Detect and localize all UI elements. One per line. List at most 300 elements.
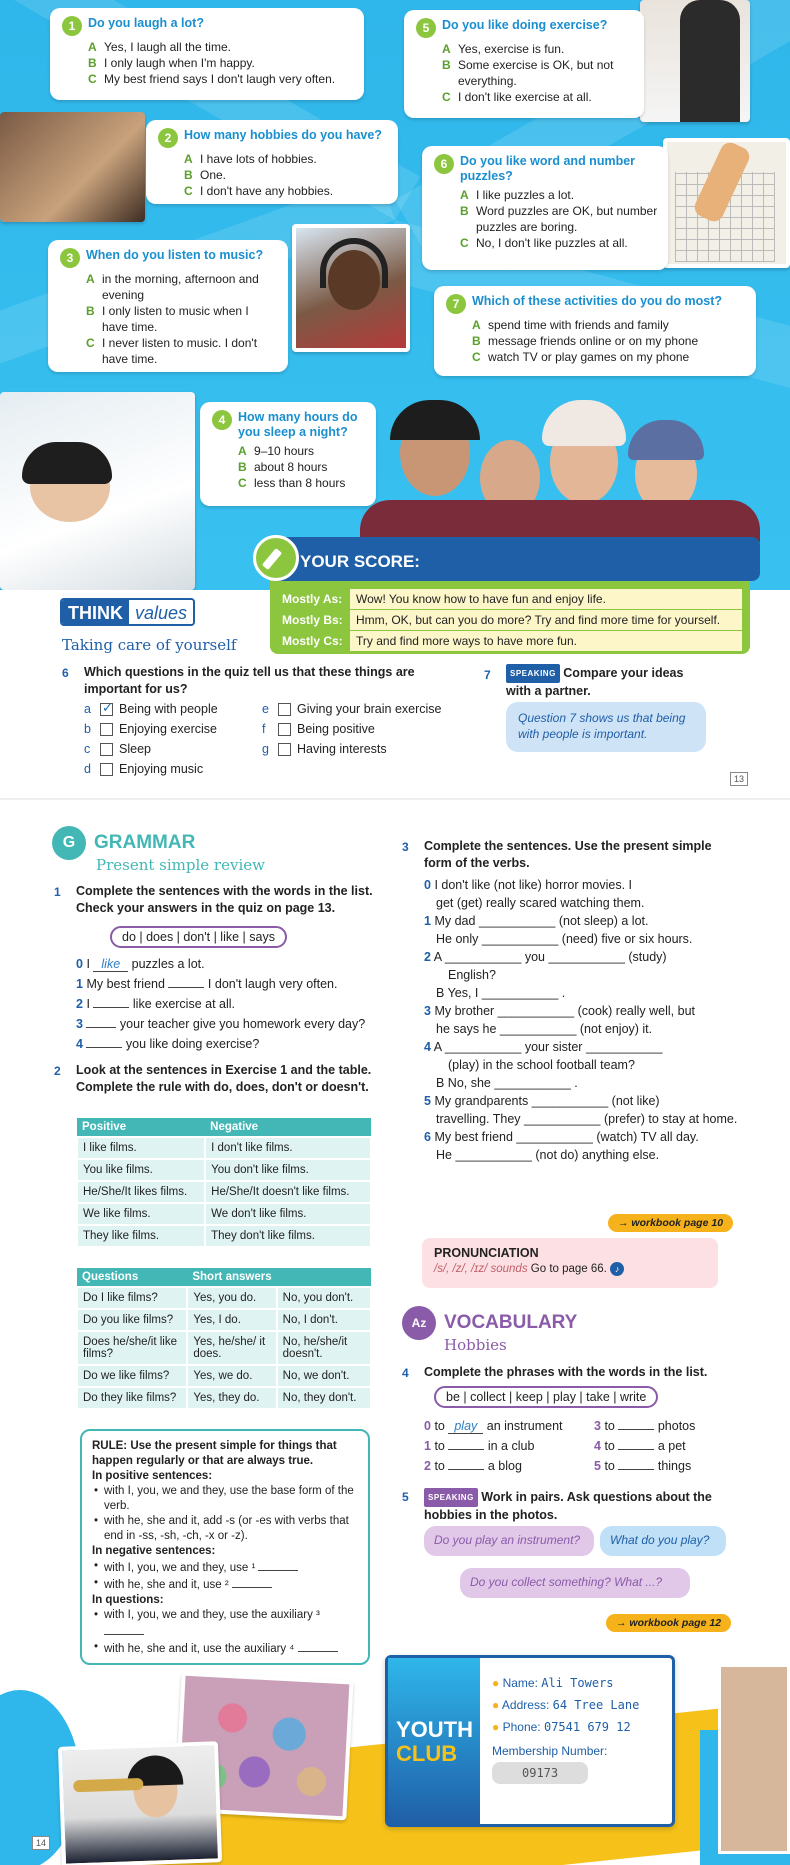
question-number: 3 (60, 248, 80, 268)
exercise-number: 3 (402, 840, 409, 854)
answer-option[interactable] (446, 349, 746, 365)
answer-option[interactable] (434, 203, 658, 235)
person-silhouette (680, 0, 740, 122)
page-number: 13 (730, 772, 748, 786)
sentence-number: 2 (424, 950, 431, 964)
table-cell: Yes, we do. (187, 1365, 276, 1387)
option-text: My best friend says I don't laugh very often. (104, 72, 336, 86)
checkbox-item[interactable] (84, 762, 203, 776)
answer-blank[interactable]: play (448, 1419, 483, 1434)
think-values-logo (60, 598, 195, 626)
sentence-number: 4 (76, 1037, 83, 1051)
option-text: No, I don't like puzzles at all. (476, 236, 628, 250)
card-member-number: 09173 (492, 1762, 588, 1784)
speech-bubble: Question 7 shows us that being with people is important. (506, 702, 706, 752)
checkbox-item[interactable] (84, 702, 218, 716)
answer-blank[interactable] (618, 1418, 654, 1430)
think-subtitle: Taking care of yourself (62, 636, 237, 654)
workbook-link[interactable]: → workbook page 12 (606, 1614, 731, 1632)
sentence-1 (76, 976, 376, 993)
option-text: I never listen to music. I don't have time. (102, 336, 258, 366)
person-icon: ● (492, 1676, 500, 1690)
checkbox-item[interactable] (262, 702, 442, 716)
option-text: I have lots of hobbies. (200, 152, 317, 166)
checkbox[interactable] (100, 703, 113, 716)
score-row (278, 589, 742, 609)
question-number: 2 (158, 128, 178, 148)
sentence-text: A ___________ you ___________ (study) (433, 950, 667, 964)
table-cell: Does he/she/it like films? (77, 1331, 187, 1365)
answer-blank[interactable] (618, 1438, 654, 1450)
question-text: Do you like word and number puzzles? (460, 154, 636, 183)
answer-option[interactable] (60, 271, 278, 303)
option-text: I only laugh when I'm happy. (104, 56, 255, 70)
table-cell: I don't like films. (205, 1137, 371, 1159)
table-row (77, 1309, 371, 1331)
card-phone-row (492, 1716, 639, 1738)
phrase-text: a pet (657, 1439, 686, 1453)
sentence-number: 2 (76, 997, 83, 1011)
score-label: Mostly Bs: (282, 613, 343, 627)
card-details (492, 1672, 639, 1784)
exercise-number: 6 (62, 666, 69, 680)
answer-blank[interactable] (448, 1458, 484, 1470)
music-photo (292, 224, 410, 352)
checkbox[interactable] (100, 763, 113, 776)
quiz-question-6 (422, 146, 668, 270)
question-number: 5 (416, 18, 436, 38)
ex3-line (424, 1074, 744, 1092)
table-row (77, 1365, 371, 1387)
option-letter: A (88, 40, 97, 54)
option-letter: A (238, 444, 247, 458)
pencil-icon (253, 535, 299, 581)
answer-blank[interactable] (86, 1036, 122, 1048)
table-cell: They don't like films. (205, 1225, 371, 1247)
rule-heading: In positive sentences: (92, 1470, 213, 1482)
speech-bubble: What do you play? (600, 1526, 726, 1556)
phrase-1 (424, 1438, 574, 1455)
item-text: Enjoying exercise (119, 722, 217, 736)
phone-icon: ● (492, 1720, 500, 1734)
trumpet-photo (58, 1741, 222, 1865)
table-cell: I like films. (77, 1137, 205, 1159)
knit-hat (628, 420, 704, 460)
rule-heading: In questions: (92, 1594, 164, 1606)
option-letter: C (460, 236, 469, 250)
checkbox-item[interactable] (262, 722, 375, 736)
answer-option[interactable] (62, 39, 354, 55)
vocabulary-subtitle: Hobbies (444, 1336, 507, 1354)
ex3-line (424, 1056, 744, 1074)
answer-blank[interactable] (618, 1458, 654, 1470)
item-letter: b (84, 722, 91, 736)
option-letter: A (442, 42, 451, 56)
card-name-row (492, 1672, 639, 1694)
question-number: 4 (212, 410, 232, 430)
sentence-text: (play) in the school football team? (448, 1058, 635, 1072)
sentence-post: your teacher give you homework every day? (119, 1017, 366, 1031)
option-text: One. (200, 168, 227, 182)
exercise-6-instruction: Which questions in the quiz tell us that these things are important for us? (84, 665, 415, 696)
sentence-text: My best friend ___________ (watch) TV all day. (434, 1130, 699, 1144)
answer-blank[interactable] (258, 1559, 298, 1571)
grammar-rule-box (80, 1429, 370, 1665)
sentence-4 (76, 1036, 376, 1053)
pronunciation-box (422, 1238, 718, 1288)
option-letter: C (442, 90, 451, 104)
pencil-glyph (262, 548, 282, 570)
grammar-title: GRAMMAR (94, 832, 196, 853)
sentence-text: B Yes, I ___________ . (436, 986, 566, 1000)
phrase-text: photos (657, 1419, 696, 1433)
checkbox[interactable] (100, 743, 113, 756)
trumpet-icon (73, 1778, 143, 1792)
sentence-text: travelling. They ___________ (prefer) to stay at home. (436, 1112, 738, 1126)
answer-option[interactable] (434, 187, 658, 203)
exercise-3-instruction: Complete the sentences. Use the present simple form of the verbs. (424, 839, 712, 870)
ex3-line (424, 876, 744, 894)
sentence-number: 4 (424, 1040, 431, 1054)
answer-blank[interactable] (86, 1016, 116, 1028)
ex3-line (424, 966, 744, 984)
score-label: Mostly Cs: (282, 634, 343, 648)
phrase-to: to (604, 1439, 615, 1453)
checkbox-item[interactable] (84, 742, 151, 756)
sentence-post: I don't laugh very often. (207, 977, 338, 991)
phrase-text: a blog (487, 1459, 522, 1473)
grammar-icon: G (52, 826, 86, 860)
question-number: 6 (434, 154, 454, 174)
exercise-number: 5 (402, 1490, 409, 1504)
positive-negative-table (76, 1118, 372, 1248)
logo-think: THINK (62, 600, 129, 624)
rule-item (92, 1608, 358, 1640)
table-cell: You like films. (77, 1159, 205, 1181)
sentence-number: 3 (76, 1017, 83, 1031)
phrase-number: 1 (424, 1439, 431, 1453)
sentence-text: get (get) really scared watching them. (436, 896, 645, 910)
phrase-2 (424, 1458, 574, 1475)
quiz-question-1 (50, 8, 364, 100)
ex3-line (424, 948, 744, 966)
rule-heading: In negative sentences: (92, 1545, 216, 1557)
ex3-line (424, 930, 744, 948)
option-text: I don't like exercise at all. (458, 90, 592, 104)
table-cell: We like films. (77, 1203, 205, 1225)
item-text: Being positive (297, 722, 375, 736)
item-letter: d (84, 762, 91, 776)
item-letter: f (262, 722, 266, 736)
youth-club-card (385, 1655, 675, 1827)
question-text: Do you laugh a lot? (88, 16, 204, 30)
sentence-3 (76, 1016, 386, 1033)
answer-option[interactable] (60, 335, 278, 367)
table-cell: You don't like films. (205, 1159, 371, 1181)
table-cell: He/She/It likes films. (77, 1181, 205, 1203)
rule-item-text: with he, she and it, use ² (104, 1579, 229, 1591)
sentence-text: He only ___________ (need) five or six hours. (436, 932, 693, 946)
item-letter: c (84, 742, 91, 756)
sentence-number: 5 (424, 1094, 431, 1108)
answer-option[interactable] (416, 89, 634, 105)
ex3-line (424, 1110, 744, 1128)
option-letter: B (472, 334, 481, 348)
checkbox[interactable] (278, 743, 291, 756)
phrase-to: to (604, 1459, 615, 1473)
sentence-number: 6 (424, 1130, 431, 1144)
item-text: Being with people (119, 702, 218, 716)
option-letter: A (184, 152, 193, 166)
rule-item (92, 1559, 358, 1576)
table-cell: Yes, he/she/ it does. (187, 1331, 276, 1365)
sentence-text: he says he ___________ (not enjoy) it. (436, 1022, 653, 1036)
table-header: Positive (77, 1118, 205, 1137)
option-text: I don't have any hobbies. (200, 184, 334, 198)
phrase-text: an instrument (486, 1419, 563, 1433)
table-cell: No, he/she/it doesn't. (277, 1331, 371, 1365)
phrase-to: to (434, 1459, 445, 1473)
table-cell: Yes, I do. (187, 1309, 276, 1331)
phrase-number: 0 (424, 1419, 431, 1433)
vocabulary-icon: Az (402, 1306, 436, 1340)
score-text: Try and find more ways to have more fun. (350, 631, 742, 651)
option-text: in the morning, afternoon and evening (102, 272, 259, 302)
question-text: Do you like doing exercise? (442, 18, 608, 32)
option-letter: C (86, 336, 95, 350)
phrase-text: things (657, 1459, 692, 1473)
sentence-pre: I (86, 957, 90, 971)
card-phone-label: Phone: (502, 1720, 541, 1734)
phrase-to: to (434, 1419, 445, 1433)
ex3-line (424, 894, 744, 912)
sudoku-photo (663, 138, 790, 268)
table-cell: Do I like films? (77, 1287, 187, 1309)
answer-option[interactable] (158, 183, 388, 199)
rule-item: • with he, she and it, add -s (or -es with verbs that end in -ss, -sh, -ch, -x or -z). (92, 1514, 358, 1544)
option-letter: C (472, 350, 481, 364)
table-row (77, 1137, 371, 1159)
phrase-number: 2 (424, 1459, 431, 1473)
card-address-row (492, 1694, 639, 1716)
sentence-text: He ___________ (not do) anything else. (436, 1148, 660, 1162)
option-text: watch TV or play games on my phone (488, 350, 690, 364)
answer-option[interactable] (62, 71, 354, 87)
table-cell: Do we like films? (77, 1365, 187, 1387)
speaking-badge: SPEAKING (506, 664, 560, 683)
sentence-post: puzzles a lot. (131, 957, 205, 971)
sentence-number: 1 (424, 914, 431, 928)
score-row (278, 631, 742, 651)
question-text: When do you listen to music? (86, 248, 264, 262)
ex3-line (424, 1092, 744, 1110)
exercise-7-instruction (506, 664, 706, 700)
page-divider (0, 798, 790, 800)
answer-option[interactable] (416, 41, 634, 57)
answer-blank[interactable] (298, 1640, 338, 1652)
checkbox[interactable] (100, 723, 113, 736)
table-cell: They like films. (77, 1225, 205, 1247)
answer-option[interactable] (446, 333, 746, 349)
option-text: less than 8 hours (254, 476, 346, 490)
card-club: CLUB (396, 1741, 458, 1766)
answer-blank[interactable]: like (93, 957, 128, 972)
quiz-question-5 (404, 10, 644, 118)
speech-bubble: Do you play an instrument? (424, 1526, 594, 1556)
sentence-pre: I (86, 997, 90, 1011)
answer-option[interactable] (60, 303, 278, 335)
table-cell: No, I don't. (277, 1309, 371, 1331)
quiz-question-3 (48, 240, 288, 372)
answer-option[interactable] (212, 459, 366, 475)
ex3-line (424, 1146, 744, 1164)
phrase-to: to (434, 1439, 445, 1453)
phrase-to: to (604, 1419, 615, 1433)
option-letter: B (442, 58, 451, 72)
question-number: 1 (62, 16, 82, 36)
option-letter: B (460, 204, 469, 218)
phrase-number: 5 (594, 1459, 601, 1473)
score-text: Hmm, OK, but can you do more? Try and find more time for yourself. (350, 610, 742, 630)
score-text: Wow! You know how to have fun and enjoy life. (350, 589, 742, 609)
option-text: about 8 hours (254, 460, 328, 474)
sentence-text: My brother ___________ (cook) really well, but (434, 1004, 695, 1018)
sentence-post: you like doing exercise? (125, 1037, 260, 1051)
audio-icon[interactable]: ♪ (610, 1262, 624, 1276)
friends-photo (360, 400, 760, 545)
answer-blank[interactable] (104, 1623, 144, 1635)
option-letter: A (472, 318, 481, 332)
table-cell: Do they like films? (77, 1387, 187, 1409)
location-icon: ● (492, 1698, 500, 1712)
item-text: Giving your brain exercise (297, 702, 442, 716)
question-text: How many hours do you sleep a night? (238, 410, 358, 439)
card-name-label: Name: (502, 1676, 538, 1690)
grammar-subtitle: Present simple review (96, 856, 265, 874)
table-cell: Yes, you do. (187, 1287, 276, 1309)
item-text: Having interests (297, 742, 387, 756)
card-address: 64 Tree Lane (552, 1698, 640, 1712)
answer-option[interactable] (212, 475, 366, 491)
answer-blank[interactable] (93, 996, 129, 1008)
table-cell: He/She/It doesn't like films. (205, 1181, 371, 1203)
checkbox-item[interactable] (262, 742, 387, 756)
option-text: Yes, exercise is fun. (458, 42, 565, 56)
option-text: spend time with friends and family (488, 318, 669, 332)
sentence-number: 3 (424, 1004, 431, 1018)
score-label: Mostly As: (282, 592, 343, 606)
exercise-number: 1 (54, 885, 61, 899)
card-address-label: Address: (501, 1698, 550, 1712)
exercise-5-instruction (424, 1488, 744, 1524)
exercise-2-instruction: Look at the sentences in Exercise 1 and the table. Complete the rule with do, does, don't or doesn't. (76, 1063, 372, 1094)
rule-item (92, 1576, 358, 1593)
card-logo (396, 1718, 473, 1766)
workbook-link-text: workbook page 12 (629, 1617, 722, 1629)
ex3-line (424, 1002, 744, 1020)
knit-hat (542, 400, 626, 446)
pronunciation-goto[interactable]: Go to page 66. (530, 1263, 607, 1276)
option-text: 9–10 hours (254, 444, 315, 458)
logo-values: values (129, 600, 193, 624)
headphones-icon (320, 238, 388, 288)
workbook-link-text: workbook page 10 (631, 1217, 724, 1229)
item-text: Sleep (119, 742, 151, 756)
rule-intro: RULE: Use the present simple for things that happen regularly or that are always true. (92, 1440, 337, 1467)
phrase-0 (424, 1418, 574, 1435)
sentence-text: My dad ___________ (not sleep) a lot. (434, 914, 649, 928)
item-letter: g (262, 742, 269, 756)
ex3-line (424, 984, 744, 1002)
answer-blank[interactable] (448, 1438, 484, 1450)
item-letter: e (262, 702, 269, 716)
option-letter: B (88, 56, 97, 70)
page-number: 14 (32, 1836, 50, 1850)
workbook-link[interactable]: → workbook page 10 (608, 1214, 733, 1232)
rule-item-text: with he, she and it, use the auxiliary ⁴ (104, 1643, 295, 1655)
sentence-2 (76, 996, 376, 1013)
option-text: I like puzzles a lot. (476, 188, 575, 202)
answer-option[interactable] (62, 55, 354, 71)
option-text: Word puzzles are OK, but number puzzles are boring. (476, 204, 658, 234)
card-youth: YOUTH (396, 1717, 473, 1742)
ex3-line (424, 1038, 744, 1056)
table-header: Negative (205, 1118, 371, 1137)
option-text: Some exercise is OK, but not everything. (458, 58, 614, 88)
rule-item: • with I, you, we and they, use the base form of the verb. (92, 1484, 358, 1514)
question-number: 7 (446, 294, 466, 314)
table-row (77, 1203, 371, 1225)
phrase-text: in a club (487, 1439, 535, 1453)
quiz-question-2 (146, 120, 398, 204)
card-name: Ali Towers (541, 1676, 614, 1690)
option-text: message friends online or on my phone (488, 334, 699, 348)
sentence-text: My grandparents ___________ (not like) (434, 1094, 660, 1108)
question-text: How many hobbies do you have? (184, 128, 382, 142)
sentence-post: like exercise at all. (132, 997, 236, 1011)
answer-option[interactable] (416, 57, 634, 89)
sentence-text: English? (448, 968, 496, 982)
option-letter: B (184, 168, 193, 182)
exercise-5-text: Work in pairs. Ask questions about the hobbies in the photos. (424, 1489, 712, 1522)
answer-blank[interactable] (232, 1576, 272, 1588)
sentence-number: 1 (76, 977, 83, 991)
checkbox[interactable] (278, 703, 291, 716)
table-header: Short answers (187, 1268, 371, 1287)
option-letter: C (184, 184, 193, 198)
table-header: Questions (77, 1268, 187, 1287)
table-cell: No, they don't. (277, 1387, 371, 1409)
sentence-0 (76, 956, 376, 973)
phrase-number: 4 (594, 1439, 601, 1453)
word-list: do | does | don't | like | says (110, 926, 287, 948)
vocab-word-list: be | collect | keep | play | take | write (434, 1386, 658, 1408)
checkbox-item[interactable] (84, 722, 217, 736)
table-row (77, 1225, 371, 1247)
answer-blank[interactable] (168, 976, 204, 988)
answer-option[interactable] (446, 317, 746, 333)
score-title: YOUR SCORE: (300, 552, 420, 571)
exercise-4-instruction: Complete the phrases with the words in the list. (424, 1365, 708, 1379)
answer-option[interactable] (212, 443, 366, 459)
answer-option[interactable] (158, 167, 388, 183)
checkbox[interactable] (278, 723, 291, 736)
question-text: Which of these activities do you do most? (472, 294, 723, 308)
answer-option[interactable] (434, 235, 658, 251)
answer-option[interactable] (158, 151, 388, 167)
option-letter: A (86, 272, 95, 286)
rule-item-text: with I, you, we and they, use ¹ (104, 1562, 256, 1574)
